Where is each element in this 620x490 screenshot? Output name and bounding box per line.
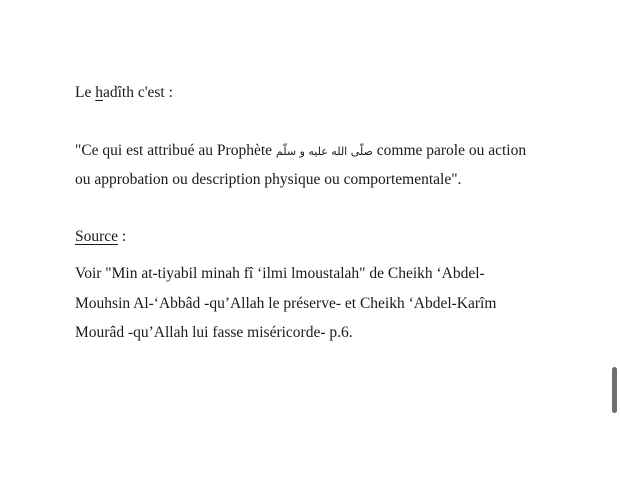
source-text-3: Mourâd -qu’Allah lui fasse miséricorde- p.6.: [75, 324, 353, 341]
arabic-salutation: صلّى الله عليه و سلّم: [275, 145, 373, 158]
definition-start: "Ce qui est attribué au Prophète: [75, 142, 276, 159]
source-label: Source: [75, 228, 119, 245]
vertical-scrollbar[interactable]: [612, 367, 617, 413]
definition-continuation: ou approbation ou description physique ou comportementale".: [75, 171, 462, 188]
source-line-3: [75, 323, 353, 343]
source-text-1: Voir "Min at-tiyabil minah fî ‘ilmi lmoustalah" de Cheikh ‘Abdel-: [75, 265, 485, 282]
heading-rest: adîth c'est :: [102, 84, 173, 101]
definition-end: comme parole ou action: [372, 142, 527, 159]
definition-line-1: [75, 141, 526, 162]
source-text-2: Mouhsin Al-‘Abbâd -qu’Allah le préserve- et Cheikh ‘Abdel-Karîm: [75, 295, 497, 312]
source-label-suffix: :: [118, 228, 127, 245]
heading-prefix: Le: [75, 84, 96, 101]
source-heading: [75, 227, 126, 247]
heading-line: [75, 83, 173, 103]
source-line-1: [75, 264, 485, 284]
definition-line-2: [75, 170, 461, 190]
heading-underlined-letter: h: [95, 84, 103, 101]
source-line-2: [75, 294, 496, 314]
